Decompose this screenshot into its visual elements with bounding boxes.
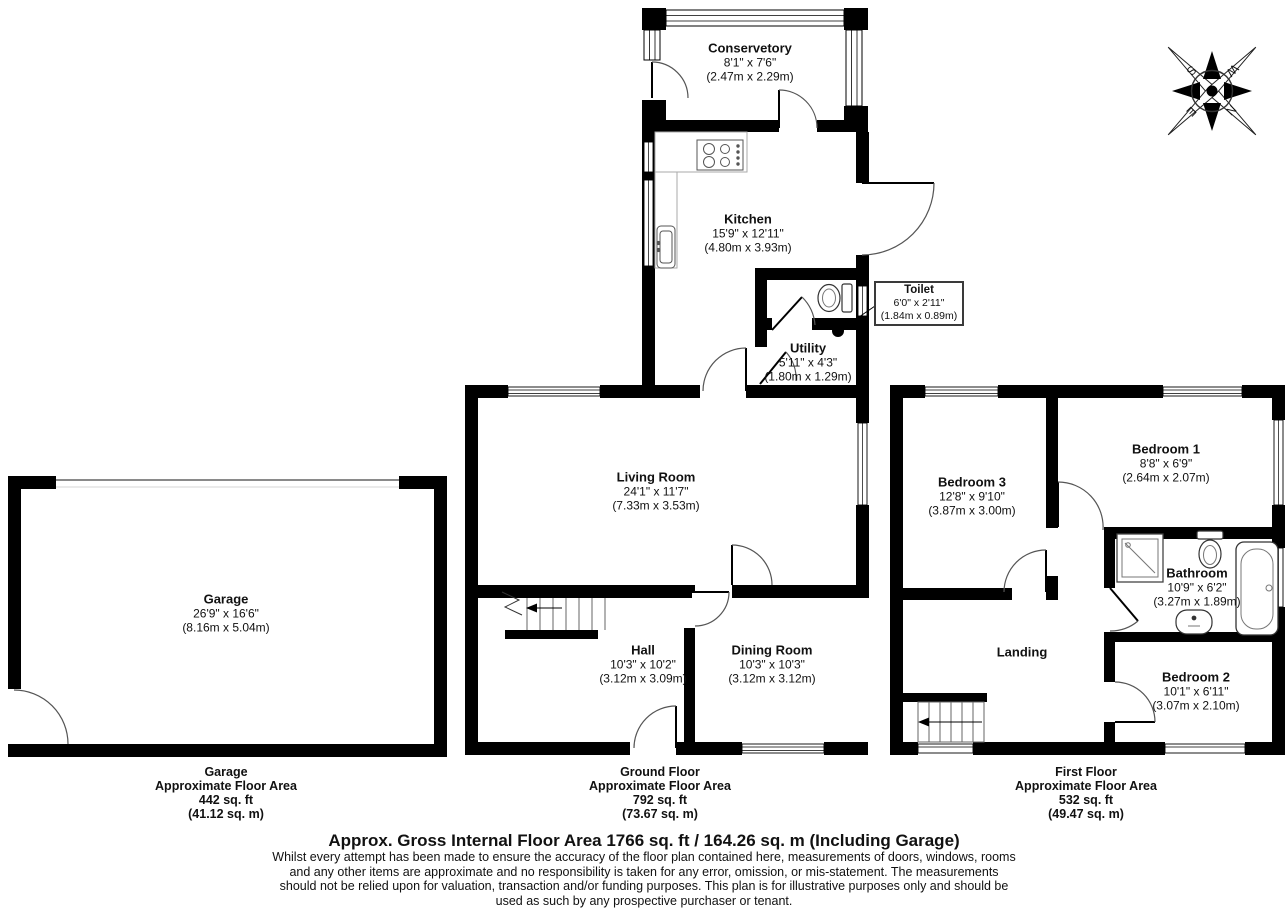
room-label-landing bbox=[997, 645, 1048, 660]
room-size-imperial: 5'11" x 4'3" bbox=[778, 355, 838, 370]
room-size-imperial: 26'9" x 16'6" bbox=[193, 606, 259, 621]
room-size-metric: (2.64m x 2.07m) bbox=[1122, 470, 1210, 485]
floor-area-ft: 792 sq. ft bbox=[632, 793, 688, 807]
sink-icon bbox=[657, 226, 675, 268]
toilet-first-floor-icon bbox=[1197, 531, 1223, 568]
toilet-fixture-icon bbox=[818, 284, 852, 312]
room-size-metric: (3.12m x 3.09m) bbox=[599, 671, 687, 686]
room-label-garage bbox=[182, 592, 269, 635]
room-size-imperial: 10'1" x 6'11" bbox=[1163, 684, 1229, 699]
room-label-bedroom-1 bbox=[1122, 442, 1209, 485]
stairs-direction-arrow bbox=[526, 604, 537, 613]
room-label-hall bbox=[599, 643, 686, 686]
room-label-dining-room bbox=[728, 643, 815, 686]
living-room-plan bbox=[465, 348, 869, 755]
toilet-callout-dot bbox=[832, 325, 844, 337]
room-size-metric: (7.33m x 3.53m) bbox=[612, 498, 700, 513]
compass-east-label: E bbox=[1183, 103, 1200, 120]
room-size-imperial: 8'8" x 6'9" bbox=[1139, 456, 1193, 471]
room-name: Hall bbox=[631, 642, 655, 658]
room-size-metric: (4.80m x 3.93m) bbox=[704, 240, 792, 255]
room-name: Conservetory bbox=[708, 40, 792, 56]
floor-area-m: (49.47 sq. m) bbox=[1048, 807, 1124, 821]
room-label-utility bbox=[764, 341, 851, 384]
room-size-imperial: 15'9" x 12'11" bbox=[712, 226, 784, 241]
room-size-metric: (8.16m x 5.04m) bbox=[182, 620, 270, 635]
room-label-toilet-callout bbox=[874, 281, 964, 326]
living-room-window-top bbox=[508, 387, 600, 396]
dining-room-window bbox=[742, 744, 824, 753]
floor-summary-ground bbox=[589, 765, 731, 821]
room-name: Bedroom 3 bbox=[938, 474, 1006, 490]
room-label-conservatory bbox=[706, 41, 793, 84]
room-name: Dining Room bbox=[731, 642, 813, 658]
floor-subtitle: Approximate Floor Area bbox=[589, 779, 731, 793]
stairs-direction-arrow-first bbox=[918, 718, 929, 727]
floor-summary-garage bbox=[155, 765, 297, 821]
toilet-plan bbox=[755, 268, 875, 337]
room-label-bathroom bbox=[1153, 566, 1240, 609]
room-size-metric: (1.80m x 1.29m) bbox=[764, 369, 852, 384]
hob-icon bbox=[697, 140, 743, 170]
room-name: Landing bbox=[996, 644, 1048, 660]
floor-summary-first bbox=[1015, 765, 1157, 821]
floor-area-m: (41.12 sq. m) bbox=[188, 807, 264, 821]
stairs-ground-floor bbox=[527, 598, 605, 630]
room-label-kitchen bbox=[704, 212, 791, 255]
compass-west-label: W bbox=[1223, 61, 1242, 80]
garage-side-door-arc bbox=[14, 690, 68, 744]
front-door-arc bbox=[634, 706, 676, 748]
room-size-imperial: 6'0" x 2'11" bbox=[893, 297, 945, 309]
gross-area-heading: Approx. Gross Internal Floor Area 1766 sq. ft / 164.26 sq. m (Including Garage) bbox=[328, 831, 960, 850]
floor-subtitle: Approximate Floor Area bbox=[1015, 779, 1157, 793]
room-label-bedroom-2 bbox=[1152, 670, 1239, 713]
room-size-metric: (1.84m x 0.89m) bbox=[880, 309, 958, 322]
kitchen-windows bbox=[644, 142, 653, 266]
bathroom-sink-icon bbox=[1176, 610, 1212, 634]
room-size-imperial: 10'9" x 6'2" bbox=[1167, 580, 1227, 595]
room-size-metric: (3.27m x 1.89m) bbox=[1153, 594, 1241, 609]
room-name: Toilet bbox=[904, 284, 934, 296]
room-name: Bedroom 2 bbox=[1162, 669, 1230, 685]
floor-area-ft: 442 sq. ft bbox=[198, 793, 254, 807]
room-size-metric: (3.07m x 2.10m) bbox=[1152, 698, 1240, 713]
compass-south-label: S bbox=[1183, 62, 1200, 79]
floor-subtitle: Approximate Floor Area bbox=[155, 779, 297, 793]
floor-title: Garage bbox=[204, 765, 248, 779]
floor-area-ft: 532 sq. ft bbox=[1058, 793, 1114, 807]
room-size-imperial: 24'1" x 11'7" bbox=[623, 484, 689, 499]
room-name: Kitchen bbox=[724, 211, 772, 227]
room-name: Utility bbox=[789, 340, 827, 356]
floor-area-m: (73.67 sq. m) bbox=[622, 807, 698, 821]
room-name: Bathroom bbox=[1166, 565, 1228, 581]
room-name: Living Room bbox=[616, 469, 696, 485]
room-size-metric: (2.47m x 2.29m) bbox=[706, 69, 794, 84]
room-size-metric: (3.87m x 3.00m) bbox=[928, 503, 1016, 518]
room-label-bedroom-3 bbox=[928, 475, 1015, 518]
bathtub-icon bbox=[1236, 542, 1278, 635]
room-name: Garage bbox=[203, 591, 249, 607]
compass-north-label: N bbox=[1223, 102, 1240, 119]
floor-title: Ground Floor bbox=[620, 765, 700, 779]
compass-rose bbox=[1124, 3, 1288, 178]
room-size-imperial: 10'3" x 10'2" bbox=[610, 657, 676, 672]
room-name: Bedroom 1 bbox=[1132, 441, 1200, 457]
disclaimer-text: Whilst every attempt has been made to ensure the accuracy of the floor plan contained here, measurements of doors, windows, rooms and any other items are approximate and no responsibility is taken for any error, omission, or mis-statement. The measurements should not be relied upon for valuation, transaction and/or funding purposes. This plan is for illustrative purposes only and should be used as such by any prospective purchaser or tenant. bbox=[272, 850, 1016, 908]
room-label-living-room bbox=[612, 470, 699, 513]
room-size-imperial: 8'1" x 7'6" bbox=[723, 55, 777, 70]
room-size-metric: (3.12m x 3.12m) bbox=[728, 671, 816, 686]
room-size-imperial: 12'8" x 9'10" bbox=[939, 489, 1005, 504]
floor-title: First Floor bbox=[1055, 765, 1117, 779]
room-size-imperial: 10'3" x 10'3" bbox=[739, 657, 805, 672]
